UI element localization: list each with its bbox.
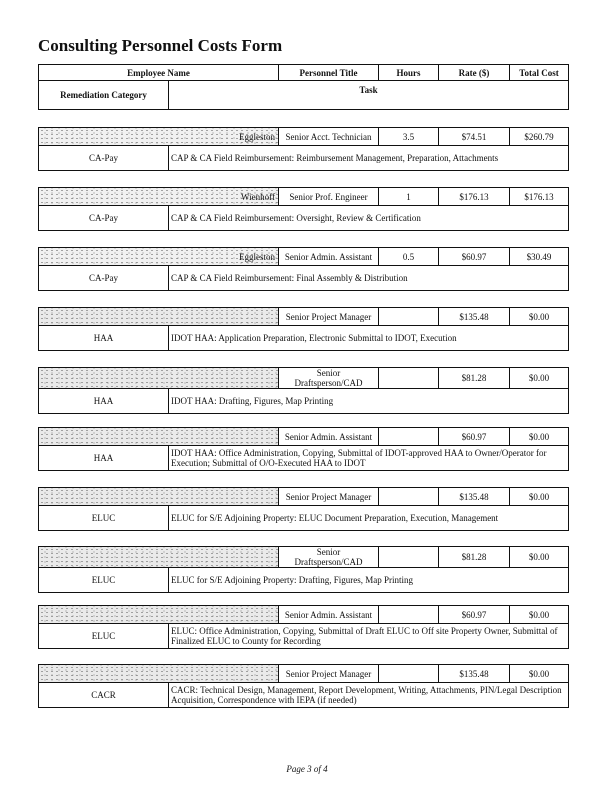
entry-block bbox=[38, 605, 569, 649]
task-cell: IDOT HAA: Application Preparation, Electronic Submittal to IDOT, Execution bbox=[169, 326, 569, 351]
entry-block bbox=[38, 247, 569, 291]
rate-cell: $60.97 bbox=[439, 606, 510, 624]
hours-cell bbox=[379, 606, 439, 624]
task-cell: CAP & CA Field Reimbursement: Reimbursement Management, Preparation, Attachments bbox=[169, 146, 569, 171]
total-cost-cell: $0.00 bbox=[510, 488, 569, 506]
rate-cell: $81.28 bbox=[439, 547, 510, 568]
remediation-category-cell: HAA bbox=[39, 446, 169, 471]
rate-cell: $135.48 bbox=[439, 665, 510, 683]
total-cost-cell: $0.00 bbox=[510, 308, 569, 326]
personnel-title-cell: Senior Draftsperson/CAD bbox=[279, 368, 379, 389]
personnel-title-cell: Senior Acct. Technician bbox=[279, 128, 379, 146]
personnel-title-cell: Senior Prof. Engineer bbox=[279, 188, 379, 206]
rate-header: Rate ($) bbox=[439, 65, 510, 81]
task-cell: IDOT HAA: Drafting, Figures, Map Printing bbox=[169, 389, 569, 414]
rate-cell: $135.48 bbox=[439, 308, 510, 326]
remediation-category-cell: CA-Pay bbox=[39, 266, 169, 291]
task-cell: CACR: Technical Design, Management, Report Development, Writing, Attachments, PIN/Legal Description Acquisition, Correspondence with IEPA (if needed) bbox=[169, 683, 569, 708]
task-cell: ELUC: Office Administration, Copying, Submittal of Draft ELUC to Off site Property Owner, Submittal of Finalized ELUC to County for Recording bbox=[169, 624, 569, 649]
entry-block bbox=[38, 367, 569, 414]
rate-cell: $60.97 bbox=[439, 428, 510, 446]
hours-cell: 0.5 bbox=[379, 248, 439, 266]
personnel-title-cell: Senior Admin. Assistant bbox=[279, 248, 379, 266]
hours-cell bbox=[379, 308, 439, 326]
total-cost-cell: $30.49 bbox=[510, 248, 569, 266]
personnel-title-cell: Senior Admin. Assistant bbox=[279, 428, 379, 446]
total-cost-header: Total Cost bbox=[510, 65, 569, 81]
task-cell: ELUC for S/E Adjoining Property: ELUC Document Preparation, Execution, Management bbox=[169, 506, 569, 531]
task-header: Task bbox=[169, 81, 569, 110]
rate-cell: $176.13 bbox=[439, 188, 510, 206]
employee-name-cell bbox=[39, 665, 279, 683]
personnel-title-cell: Senior Admin. Assistant bbox=[279, 606, 379, 624]
total-cost-cell: $0.00 bbox=[510, 665, 569, 683]
task-cell: CAP & CA Field Reimbursement: Oversight, Review & Certification bbox=[169, 206, 569, 231]
total-cost-cell: $176.13 bbox=[510, 188, 569, 206]
remediation-category-cell: ELUC bbox=[39, 506, 169, 531]
employee-name-cell: Eggleston bbox=[39, 128, 279, 146]
page-number: Page 3 of 4 bbox=[286, 764, 328, 774]
personnel-title-header: Personnel Title bbox=[279, 65, 379, 81]
remediation-category-cell: ELUC bbox=[39, 568, 169, 593]
remediation-category-cell: ELUC bbox=[39, 624, 169, 649]
task-cell: CAP & CA Field Reimbursement: Final Assembly & Distribution bbox=[169, 266, 569, 291]
hours-cell: 1 bbox=[379, 188, 439, 206]
rate-cell: $81.28 bbox=[439, 368, 510, 389]
rate-cell: $135.48 bbox=[439, 488, 510, 506]
employee-name-cell: Eggleston bbox=[39, 248, 279, 266]
hours-cell bbox=[379, 428, 439, 446]
employee-name-cell bbox=[39, 308, 279, 326]
employee-name-cell bbox=[39, 368, 279, 389]
hours-cell bbox=[379, 368, 439, 389]
employee-name-header: Employee Name bbox=[39, 65, 279, 81]
entry-block bbox=[38, 546, 569, 593]
total-cost-cell: $0.00 bbox=[510, 547, 569, 568]
total-cost-cell: $0.00 bbox=[510, 368, 569, 389]
total-cost-cell: $260.79 bbox=[510, 128, 569, 146]
header-table bbox=[38, 64, 569, 110]
employee-name-cell bbox=[39, 606, 279, 624]
rate-cell: $74.51 bbox=[439, 128, 510, 146]
remediation-category-cell: HAA bbox=[39, 389, 169, 414]
total-cost-cell: $0.00 bbox=[510, 606, 569, 624]
personnel-title-cell: Senior Project Manager bbox=[279, 488, 379, 506]
entry-block bbox=[38, 187, 569, 231]
remediation-category-cell: CACR bbox=[39, 683, 169, 708]
entry-block bbox=[38, 307, 569, 351]
personnel-title-cell: Senior Project Manager bbox=[279, 665, 379, 683]
employee-name-cell bbox=[39, 428, 279, 446]
entry-block bbox=[38, 664, 569, 708]
employee-name-cell bbox=[39, 488, 279, 506]
total-cost-cell: $0.00 bbox=[510, 428, 569, 446]
task-cell: ELUC for S/E Adjoining Property: Drafting, Figures, Map Printing bbox=[169, 568, 569, 593]
remediation-category-header: Remediation Category bbox=[39, 81, 169, 110]
hours-cell bbox=[379, 547, 439, 568]
task-cell: IDOT HAA: Office Administration, Copying, Submittal of IDOT-approved HAA to Owner/Operator for Execution; Submittal of O/O-Executed HAA to IDOT bbox=[169, 446, 569, 471]
remediation-category-cell: CA-Pay bbox=[39, 146, 169, 171]
entry-block bbox=[38, 127, 569, 171]
hours-cell bbox=[379, 488, 439, 506]
personnel-title-cell: Senior Project Manager bbox=[279, 308, 379, 326]
hours-cell: 3.5 bbox=[379, 128, 439, 146]
personnel-title-cell: Senior Draftsperson/CAD bbox=[279, 547, 379, 568]
hours-cell bbox=[379, 665, 439, 683]
hours-header: Hours bbox=[379, 65, 439, 81]
employee-name-cell bbox=[39, 547, 279, 568]
entry-block bbox=[38, 427, 569, 471]
rate-cell: $60.97 bbox=[439, 248, 510, 266]
employee-name-cell: Wienhoff bbox=[39, 188, 279, 206]
remediation-category-cell: HAA bbox=[39, 326, 169, 351]
remediation-category-cell: CA-Pay bbox=[39, 206, 169, 231]
entry-block bbox=[38, 487, 569, 531]
page-title: Consulting Personnel Costs Form bbox=[38, 36, 283, 55]
